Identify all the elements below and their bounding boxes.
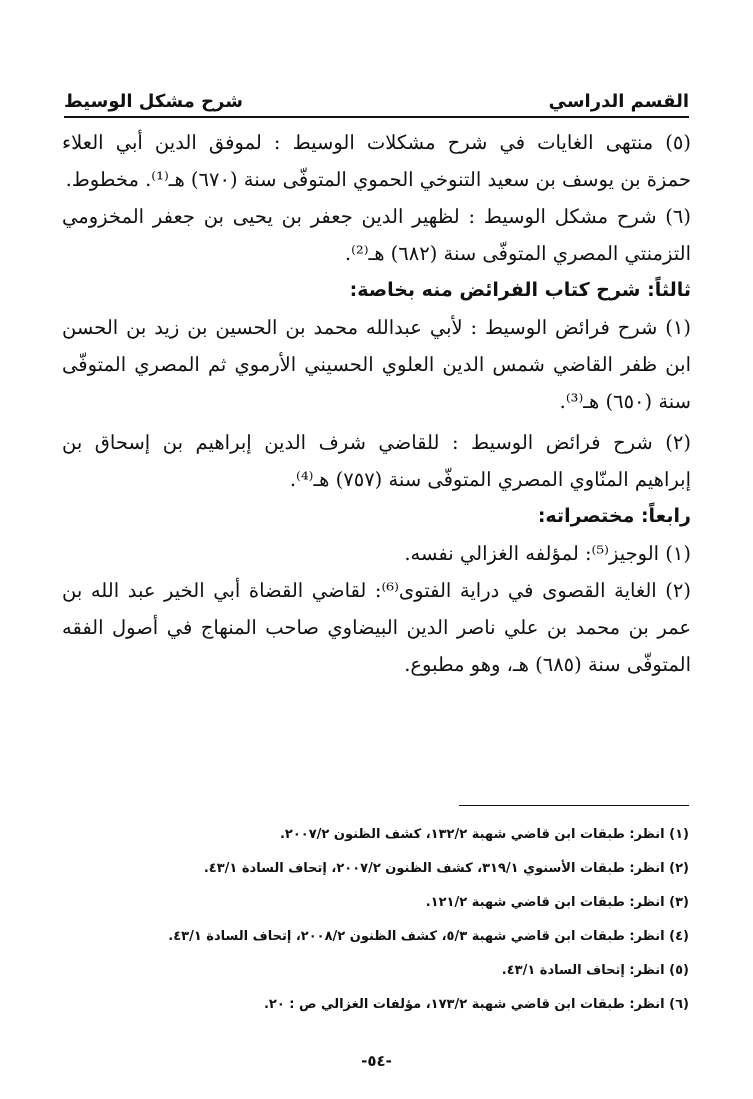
footnote: (١) انظر: طبقات ابن قاضي شهبة ١٣٢/٢، كشف الظنون ٢٠٠٧/٢. xyxy=(279,827,689,842)
text-line: المتوفّى سنة (٦٨٥) هـ، وهو مطبوع. xyxy=(404,653,691,676)
text-line: سنة (٦٥٠) هـ⁽³⁾. xyxy=(559,390,691,413)
text-line: (٢) شرح فرائض الوسيط : للقاضي شرف الدين إبراهيم بن إسحاق بن xyxy=(62,431,691,454)
text-line: عمر بن محمد بن علي ناصر الدين البيضاوي صاحب المنهاج في أصول الفقه xyxy=(62,616,691,639)
header-book-title: شرح مشكل الوسيط xyxy=(64,91,243,112)
text-line: إبراهيم المنّاوي المصري المتوفّى سنة (٧٥٧) هـ⁽⁴⁾. xyxy=(289,468,691,491)
footnote: (٤) انظر: طبقات ابن قاضي شهبة ٥/٣، كشف الظنون ٢٠٠٨/٢، إتحاف السادة ٤٣/١. xyxy=(168,929,689,944)
main-text xyxy=(62,124,691,683)
section-heading-fourth: رابعاً: مختصراته: xyxy=(537,505,691,527)
text-line: (٦) شرح مشكل الوسيط : لظهير الدين جعفر بن يحيى بن جعفر المخزومي xyxy=(62,205,691,228)
text-line: التزمنتي المصري المتوفّى سنة (٦٨٢) هـ⁽²⁾. xyxy=(344,242,691,265)
header-section-title: القسم الدراسي xyxy=(548,91,689,112)
footnote: (٢) انظر: طبقات الأسنوي ٣١٩/١، كشف الظنون ٢٠٠٧/٢، إتحاف السادة ٤٣/١. xyxy=(203,861,689,876)
footnote: (٦) انظر: طبقات ابن قاضي شهبة ١٧٣/٢، مؤلفات الغزالي ص : ٢٠. xyxy=(263,997,689,1012)
footnotes xyxy=(62,818,689,1022)
text-line: (١) شرح فرائض الوسيط : لأبي عبدالله محمد بن الحسين بن زيد بن الحسن xyxy=(62,316,691,339)
footnote: (٣) انظر: طبقات ابن قاضي شهبة ١٢١/٢. xyxy=(425,895,689,910)
header-rule xyxy=(64,116,689,118)
text-line: (٢) الغاية القصوى في دراية الفتوى⁽⁶⁾: لقاضي القضاة أبي الخير عبد الله بن xyxy=(62,579,691,602)
text-line: ابن ظفر القاضي شمس الدين العلوي الحسيني الأرموي ثم المصري المتوفّى xyxy=(62,353,691,376)
section-heading-third: ثالثاً: شرح كتاب الفرائض منه بخاصة: xyxy=(349,279,691,301)
page-number: -٥٤- xyxy=(361,1052,392,1070)
running-header xyxy=(64,82,689,112)
footnote: (٥) انظر: إتحاف السادة ٤٣/١. xyxy=(501,963,689,978)
text-line: (١) الوجيز⁽⁵⁾: لمؤلفه الغزالي نفسه. xyxy=(404,542,691,565)
footnote-rule xyxy=(459,805,689,806)
text-line: حمزة بن يوسف بن سعيد التنوخي الحموي المتوفّى سنة (٦٧٠) هـ⁽¹⁾. مخطوط. xyxy=(65,168,691,191)
text-line: (٥) منتهى الغايات في شرح مشكلات الوسيط : لموفق الدين أبي العلاء xyxy=(62,131,691,154)
